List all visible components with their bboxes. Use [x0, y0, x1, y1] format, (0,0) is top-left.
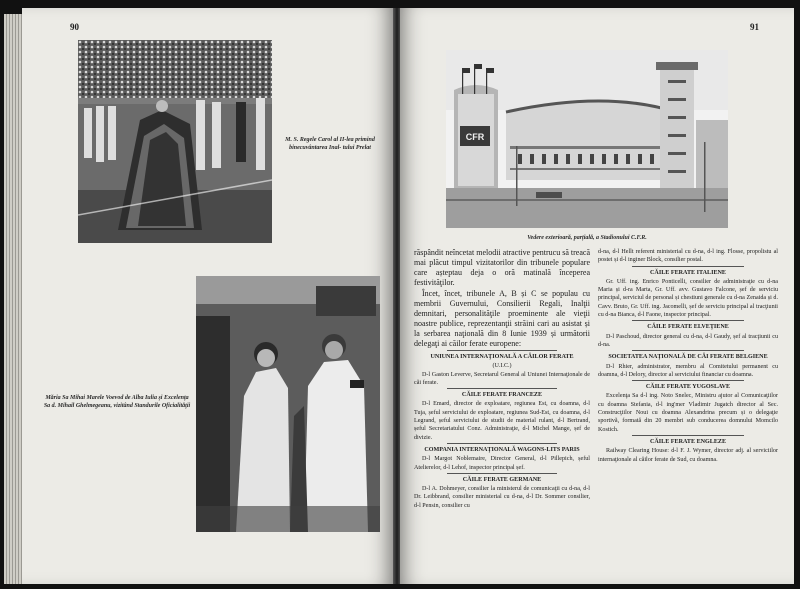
left-page	[22, 8, 394, 584]
stadium-sign: CFR	[465, 132, 485, 142]
col1-para2: Încet, încet, tribunele A, B și C se populau cu membrii Guvernului, Consilierii Regali, Inalţii demnitari, personalităţile proeminente ale vieţii noastre publice, reprezentanţii străini cari au asistat și la serbarea naţională din 8 Iunie 1939 și următorii delegaţi ai căilor ferate europene:	[414, 289, 590, 348]
text-column-2	[598, 248, 778, 465]
heading-swiss-railways: CĂILE FERATE ELVEŢIENE	[647, 324, 729, 331]
separator-rule	[632, 320, 744, 321]
heading-wagons-lits: COMPANIA INTERNAŢIONALĂ WAGONS-LITS PARIS	[424, 446, 580, 453]
page-number-left: 90	[70, 22, 79, 32]
para-german-railways: D-l A. Dohmeyer, consilier la ministerul de comunicaţii cu d-na, d-l Dr. Leibbrand, consilier ministerial cu d-na, d-l Dr. Sommer consilier, d-l Pensin, consilier cu	[414, 486, 590, 509]
photo-voevod-visit	[196, 276, 380, 532]
para-english-railways: Railway Clearing House: d-l F. J. Wymer, director adj. al serviciilor internaţionale al căilor ferate de Sud, cu doamna.	[598, 448, 778, 463]
photo-king-blessing	[78, 40, 272, 243]
para-belgian-railways: D-l Rhier, administrator, membru al Comitetului permanent cu doamna, d-l Delory, director al serviciului financiar cu doamna.	[598, 363, 778, 378]
separator-rule	[447, 443, 556, 444]
separator-rule	[632, 266, 744, 267]
heading-uic: UNIUNEA INTERNAŢIONALĂ A CĂILOR FERATE	[430, 354, 574, 360]
text-column-1	[414, 248, 590, 511]
page-edges	[4, 14, 24, 584]
para-italian-railways: Gr. Uff. ing. Enrico Ponticelli, consilier de administraţie cu d-na Maria și d-ra Marta, Gr. Uff. avv. Gustavo Falcone, șef de serviciu principal, serviciul de personal și chestiuni generale cu d-na Zenaida și d. Cavv. Bruto, Gr. Uff. ing. Jacomelli, șef de serviciu principal al tracţiunii cu d-na Bianca, d-l Faone, inspector principal.	[598, 278, 778, 319]
heading-french-railways: CĂILE FERATE FRANCEZE	[461, 392, 543, 399]
separator-rule	[447, 388, 556, 389]
col1-intro: răspândit neîncetat melodii atractive pentrucu să treacă mai plăcut timpul vizitatorilor din tribunele populare care așteptau deja o oră matinală începerea festivităţilor.	[414, 248, 590, 287]
caption-voevod-visit: Măria Sa Mihai Marele Voevod de Alba Iulia și Excelenţa Sa d. Mihail Ghelmegeanu, vizitând Standurile Oficialităţii	[43, 395, 191, 409]
caption-king-blessing: M. S. Regele Carol al II-lea primind binecuvântarea Inal- tului Prelat	[285, 137, 375, 151]
para-wagons-lits: D-l Margot Noblemaire, Director General, d-l Pillepich, șeful Atelierelor, d-l Lehof, inspector principal șef.	[414, 456, 590, 471]
heading-uic-abbr: (U.I.C.)	[492, 363, 512, 370]
heading-german-railways: CĂILE FERATE GERMANE	[462, 476, 542, 483]
caption-stadium: Vedere exterioară, parțială, a Stadionului C.F.R.	[527, 235, 647, 241]
right-page	[400, 8, 794, 584]
para-uic: D-l Gaston Leverve, Secretarul General al Uniunei Internaţionale de căi ferate.	[414, 371, 590, 386]
separator-rule	[632, 435, 744, 436]
page-number-right: 91	[750, 22, 759, 32]
col2-intro: d-na, d-l Hellt referent ministerial cu d-na, d-l ing. Flosse, propolistu al postei și d-l inginer Block, consilier postal.	[598, 249, 778, 264]
separator-rule	[447, 350, 556, 351]
heading-belgian-railways: SOCIETATEA NAŢIONALĂ DE CĂI FERATE BELGIENE	[608, 354, 768, 361]
photo-stadium-cfr	[446, 50, 728, 228]
separator-rule	[632, 350, 744, 351]
separator-rule	[447, 473, 556, 474]
heading-yugoslav-railways: CĂILE FERATE YUGOSLAVE	[645, 384, 731, 391]
heading-english-railways: CĂILE FERATE ENGLEZE	[649, 438, 727, 445]
separator-rule	[632, 380, 744, 381]
para-swiss-railways: D-l Paschoud, director general cu d-na, d-l Gaudy, șef al tracţiunii cu d-na.	[598, 333, 778, 348]
para-yugoslav-railways: Excelenţa Sa d-l ing. Noto Snelec, Ministru ajutor al Comunicaţiilor cu doamna Stefania, d-l ing'mer Vladimir Jugatch director al Sec. Construcţiilor Noui cu doamna Alexandrina precum și o delegaţie sportivă, formată din 20 membri sub conducerea domnului Momcilo Kostich.	[598, 393, 778, 433]
para-french-railways: D-l Emard, director de exploatare, regiunea Est, cu doamna, d-l Tuja, șeful serviciului de exploatare, regiunea Sud-Est, cu doamna, d-l Legrand, șeful serviciului de studii de material rulant, d-l Bertrand, șeful Secretariatului Conz. Administraţie, d-l Michel Mange, șef de divizie.	[414, 401, 590, 441]
heading-italian-railways: CĂILE FERATE ITALIENE	[650, 269, 726, 276]
